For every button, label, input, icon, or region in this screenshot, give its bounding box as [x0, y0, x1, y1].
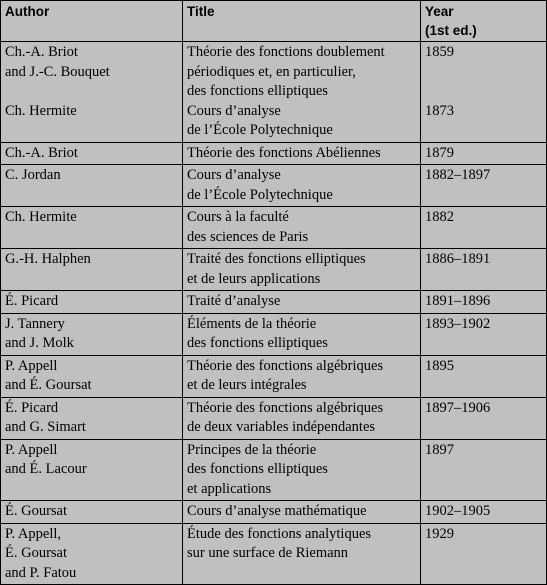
title-cell — [183, 313, 421, 355]
author-line: Ch. Hermite — [5, 102, 77, 119]
title-cell — [183, 291, 421, 314]
year-line: 1886–1891 — [425, 251, 491, 267]
year-line: 1897 — [425, 441, 454, 458]
title-line: de l’École Polytechnique — [187, 122, 333, 138]
title-line: Éléments de la théorie — [187, 315, 317, 332]
title-line: Traité d’analyse — [187, 293, 281, 309]
title-line: et de leurs applications — [187, 270, 321, 287]
author-cell — [1, 249, 183, 291]
title-cell — [183, 501, 421, 524]
title-cell — [183, 249, 421, 291]
header-title — [183, 1, 421, 42]
author-line: and É. Lacour — [5, 461, 87, 477]
header-title-label: Title — [187, 4, 215, 19]
author-line: É. Picard — [5, 399, 59, 416]
author-line: P. Appell — [5, 357, 58, 374]
author-cell — [1, 165, 183, 207]
table-row — [1, 291, 547, 314]
title-cell — [183, 165, 421, 207]
author-line — [5, 82, 178, 102]
author-line: É. Goursat — [5, 545, 68, 561]
author-line: and G. Simart — [5, 419, 86, 435]
title-cell — [183, 439, 421, 501]
title-cell — [183, 355, 421, 397]
author-cell — [1, 501, 183, 524]
author-line: and J. Molk — [5, 335, 74, 351]
year-line: 1873 — [425, 102, 454, 119]
author-cell — [1, 207, 183, 249]
year-line — [425, 82, 542, 102]
year-cell — [421, 165, 547, 207]
title-line: de l’École Polytechnique — [187, 186, 333, 203]
year-line: 1929 — [425, 525, 454, 542]
table-row — [1, 42, 547, 143]
title-line: Théorie des fonctions doublement — [187, 44, 385, 60]
header-author-label: Author — [5, 4, 50, 19]
year-line: 1879 — [425, 144, 454, 161]
title-line: Cours d’analyse — [187, 102, 281, 119]
author-line: É. Picard — [5, 293, 59, 309]
year-cell — [421, 523, 547, 585]
author-line: Ch.-A. Briot — [5, 144, 78, 161]
table-row — [1, 523, 547, 585]
title-line: périodiques et, en particulier, — [187, 63, 356, 80]
author-cell — [1, 355, 183, 397]
table-row — [1, 165, 547, 207]
year-line: 1895 — [425, 357, 454, 374]
year-cell — [421, 207, 547, 249]
title-line: Principes de la théorie — [187, 441, 317, 458]
year-line: 1902–1905 — [425, 503, 491, 519]
title-line: et applications — [187, 480, 272, 497]
title-cell — [183, 142, 421, 165]
year-cell — [421, 313, 547, 355]
title-cell — [183, 42, 421, 143]
title-line: sur une surface de Riemann — [187, 545, 349, 561]
title-line: des fonctions elliptiques — [187, 335, 328, 351]
author-line: and J.-C. Bouquet — [5, 63, 110, 80]
title-line: Cours d’analyse mathématique — [187, 503, 367, 519]
author-cell — [1, 313, 183, 355]
author-cell — [1, 523, 183, 585]
table-row — [1, 397, 547, 439]
table-row — [1, 313, 547, 355]
header-year — [421, 1, 547, 42]
table-row — [1, 439, 547, 501]
table-body — [1, 42, 547, 585]
author-line: É. Goursat — [5, 503, 68, 519]
title-cell — [183, 397, 421, 439]
title-line: Théorie des fonctions algébriques — [187, 399, 384, 416]
year-cell — [421, 142, 547, 165]
year-line: 1897–1906 — [425, 399, 491, 416]
header-year-sublabel: (1st ed.) — [425, 23, 477, 38]
title-line: Traité des fonctions elliptiques — [187, 251, 366, 267]
year-line: 1882 — [425, 209, 454, 225]
author-line: C. Jordan — [5, 167, 61, 183]
table-row — [1, 249, 547, 291]
header-author — [1, 1, 183, 42]
author-cell — [1, 291, 183, 314]
author-line: G.-H. Halphen — [5, 251, 91, 267]
title-line: Théorie des fonctions algébriques — [187, 357, 384, 374]
table-row — [1, 207, 547, 249]
header-row — [1, 1, 547, 42]
year-line — [425, 63, 542, 83]
year-cell — [421, 355, 547, 397]
author-cell — [1, 439, 183, 501]
year-cell — [421, 439, 547, 501]
author-line: and P. Fatou — [5, 564, 77, 581]
year-cell — [421, 42, 547, 143]
year-cell — [421, 291, 547, 314]
year-line: 1859 — [425, 44, 454, 60]
title-line: des fonctions elliptiques — [187, 83, 328, 99]
author-cell — [1, 142, 183, 165]
author-cell — [1, 397, 183, 439]
author-line: Ch.-A. Briot — [5, 44, 78, 60]
table-row — [1, 142, 547, 165]
title-line: et de leurs intégrales — [187, 377, 307, 393]
year-line: 1882–1897 — [425, 167, 491, 183]
year-cell — [421, 501, 547, 524]
author-line: J. Tannery — [5, 315, 65, 332]
title-line: des fonctions elliptiques — [187, 461, 328, 477]
title-line: Cours d’analyse — [187, 167, 281, 183]
header-year-label: Year — [425, 4, 454, 19]
author-line: Ch. Hermite — [5, 209, 77, 225]
table-row — [1, 501, 547, 524]
title-line: Étude des fonctions analytiques — [187, 525, 372, 542]
title-line: des sciences de Paris — [187, 228, 309, 245]
table-row — [1, 355, 547, 397]
title-line: Théorie des fonctions Abéliennes — [187, 144, 381, 161]
title-cell — [183, 207, 421, 249]
title-line: de deux variables indépendantes — [187, 419, 376, 435]
author-cell — [1, 42, 183, 143]
year-line: 1891–1896 — [425, 293, 491, 309]
author-line: P. Appell — [5, 441, 58, 458]
year-line: 1893–1902 — [425, 315, 491, 332]
author-line: and É. Goursat — [5, 377, 92, 393]
title-line: Cours à la faculté — [187, 209, 289, 225]
year-cell — [421, 397, 547, 439]
year-cell — [421, 249, 547, 291]
author-line: P. Appell, — [5, 525, 61, 542]
title-cell — [183, 523, 421, 585]
